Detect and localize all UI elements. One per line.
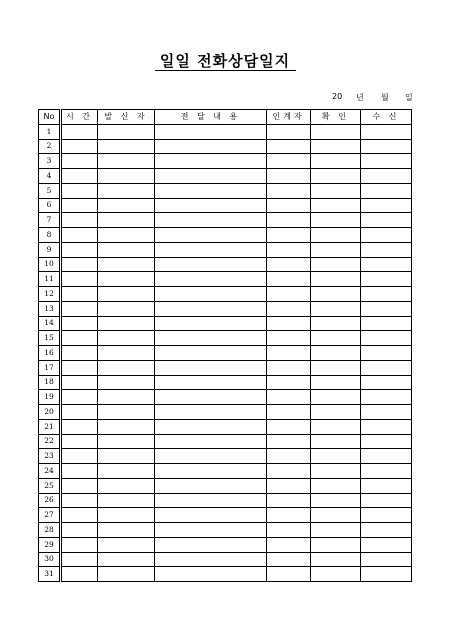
time-cell[interactable] [61,523,98,538]
table-row [39,169,412,184]
table-row [39,124,412,139]
message-cell[interactable] [155,419,267,434]
row-number: 2 [39,139,61,154]
log-body [39,124,412,581]
table-row [39,139,412,154]
date-day-label: 일 [405,93,413,102]
row-number: 29 [39,537,61,552]
recipient-cell[interactable] [361,478,412,493]
caller-cell[interactable] [98,478,155,493]
date-year-prefix: 20 [332,92,343,101]
handover-cell[interactable] [267,124,311,139]
recipient-cell[interactable] [361,375,412,390]
confirm-cell[interactable] [311,537,361,552]
time-cell[interactable] [61,508,98,523]
table-row [39,272,412,287]
message-cell[interactable] [155,552,267,567]
message-cell[interactable] [155,360,267,375]
message-cell[interactable] [155,331,267,346]
row-number: 30 [39,552,61,567]
recipient-cell[interactable] [361,154,412,169]
message-cell[interactable] [155,405,267,420]
time-cell[interactable] [61,198,98,213]
confirm-cell[interactable] [311,478,361,493]
confirm-cell[interactable] [311,567,361,582]
handover-cell[interactable] [267,405,311,420]
caller-cell[interactable] [98,124,155,139]
column-header-caller: 발 신 자 [98,110,155,125]
caller-cell[interactable] [98,169,155,184]
time-cell[interactable] [61,375,98,390]
table-row [39,228,412,243]
table-row [39,360,412,375]
handover-cell[interactable] [267,169,311,184]
table-row [39,552,412,567]
message-cell[interactable] [155,154,267,169]
recipient-cell[interactable] [361,124,412,139]
message-cell[interactable] [155,287,267,302]
confirm-cell[interactable] [311,183,361,198]
time-cell[interactable] [61,316,98,331]
title-underline [155,70,296,71]
time-cell[interactable] [61,552,98,567]
recipient-cell[interactable] [361,213,412,228]
message-cell[interactable] [155,124,267,139]
handover-cell[interactable] [267,464,311,479]
time-cell[interactable] [61,242,98,257]
message-cell[interactable] [155,316,267,331]
call-log-table [38,109,412,582]
message-cell[interactable] [155,169,267,184]
row-number: 6 [39,198,61,213]
caller-cell[interactable] [98,331,155,346]
message-cell[interactable] [155,390,267,405]
handover-cell[interactable] [267,449,311,464]
confirm-cell[interactable] [311,154,361,169]
recipient-cell[interactable] [361,272,412,287]
row-number: 5 [39,183,61,198]
time-cell[interactable] [61,405,98,420]
message-cell[interactable] [155,434,267,449]
caller-cell[interactable] [98,154,155,169]
handover-cell[interactable] [267,346,311,361]
message-cell[interactable] [155,257,267,272]
recipient-cell[interactable] [361,316,412,331]
confirm-cell[interactable] [311,139,361,154]
table-row [39,257,412,272]
caller-cell[interactable] [98,375,155,390]
confirm-cell[interactable] [311,316,361,331]
column-header-message: 전 달 내 용 [155,110,267,125]
caller-cell[interactable] [98,198,155,213]
table-row [39,301,412,316]
row-number: 15 [39,331,61,346]
recipient-cell[interactable] [361,183,412,198]
table-row [39,523,412,538]
time-cell[interactable] [61,346,98,361]
confirm-cell[interactable] [311,124,361,139]
caller-cell[interactable] [98,567,155,582]
handover-cell[interactable] [267,552,311,567]
caller-cell[interactable] [98,272,155,287]
row-number: 31 [39,567,61,582]
recipient-cell[interactable] [361,464,412,479]
recipient-cell[interactable] [361,523,412,538]
confirm-cell[interactable] [311,346,361,361]
handover-cell[interactable] [267,183,311,198]
time-cell[interactable] [61,493,98,508]
message-cell[interactable] [155,508,267,523]
table-row [39,434,412,449]
recipient-cell[interactable] [361,287,412,302]
table-row [39,405,412,420]
recipient-cell[interactable] [361,301,412,316]
time-cell[interactable] [61,257,98,272]
row-number: 7 [39,213,61,228]
confirm-cell[interactable] [311,213,361,228]
caller-cell[interactable] [98,552,155,567]
row-number: 24 [39,464,61,479]
caller-cell[interactable] [98,537,155,552]
handover-cell[interactable] [267,228,311,243]
handover-cell[interactable] [267,390,311,405]
time-cell[interactable] [61,567,98,582]
caller-cell[interactable] [98,464,155,479]
time-cell[interactable] [61,287,98,302]
message-cell[interactable] [155,272,267,287]
table-row [39,493,412,508]
recipient-cell[interactable] [361,331,412,346]
confirm-cell[interactable] [311,272,361,287]
handover-cell[interactable] [267,287,311,302]
column-header-confirm: 확 인 [311,110,361,125]
time-cell[interactable] [61,537,98,552]
recipient-cell[interactable] [361,390,412,405]
message-cell[interactable] [155,198,267,213]
caller-cell[interactable] [98,434,155,449]
row-number: 11 [39,272,61,287]
handover-cell[interactable] [267,434,311,449]
recipient-cell[interactable] [361,419,412,434]
caller-cell[interactable] [98,183,155,198]
table-row [39,316,412,331]
recipient-cell[interactable] [361,405,412,420]
recipient-cell[interactable] [361,493,412,508]
time-cell[interactable] [61,390,98,405]
row-number: 20 [39,405,61,420]
message-cell[interactable] [155,139,267,154]
confirm-cell[interactable] [311,360,361,375]
confirm-cell[interactable] [311,419,361,434]
message-cell[interactable] [155,464,267,479]
handover-cell[interactable] [267,331,311,346]
handover-cell[interactable] [267,360,311,375]
time-cell[interactable] [61,139,98,154]
recipient-cell[interactable] [361,552,412,567]
time-cell[interactable] [61,360,98,375]
confirm-cell[interactable] [311,464,361,479]
row-number: 21 [39,419,61,434]
confirm-cell[interactable] [311,508,361,523]
table-row [39,508,412,523]
row-number: 18 [39,375,61,390]
caller-cell[interactable] [98,242,155,257]
caller-cell[interactable] [98,139,155,154]
time-cell[interactable] [61,434,98,449]
message-cell[interactable] [155,449,267,464]
handover-cell[interactable] [267,272,311,287]
handover-cell[interactable] [267,257,311,272]
handover-cell[interactable] [267,537,311,552]
caller-cell[interactable] [98,360,155,375]
message-cell[interactable] [155,493,267,508]
caller-cell[interactable] [98,257,155,272]
message-cell[interactable] [155,213,267,228]
message-cell[interactable] [155,567,267,582]
recipient-cell[interactable] [361,169,412,184]
table-row [39,346,412,361]
row-number: 28 [39,523,61,538]
caller-cell[interactable] [98,419,155,434]
table-row [39,449,412,464]
caller-cell[interactable] [98,390,155,405]
handover-cell[interactable] [267,375,311,390]
row-number: 17 [39,360,61,375]
table-row [39,567,412,582]
row-number: 22 [39,434,61,449]
caller-cell[interactable] [98,316,155,331]
confirm-cell[interactable] [311,242,361,257]
row-number: 3 [39,154,61,169]
date-line [320,92,414,104]
table-row [39,390,412,405]
row-number: 13 [39,301,61,316]
caller-cell[interactable] [98,405,155,420]
handover-cell[interactable] [267,316,311,331]
row-number: 19 [39,390,61,405]
recipient-cell[interactable] [361,360,412,375]
confirm-cell[interactable] [311,434,361,449]
handover-cell[interactable] [267,478,311,493]
message-cell[interactable] [155,301,267,316]
caller-cell[interactable] [98,301,155,316]
message-cell[interactable] [155,375,267,390]
date-year-label: 년 [356,93,364,102]
handover-cell[interactable] [267,198,311,213]
message-cell[interactable] [155,346,267,361]
header-row [39,110,412,125]
row-number: 26 [39,493,61,508]
confirm-cell[interactable] [311,390,361,405]
table-row [39,287,412,302]
handover-cell[interactable] [267,139,311,154]
date-month-label: 월 [381,93,389,102]
message-cell[interactable] [155,478,267,493]
column-header-handover: 인계자 [267,110,311,125]
recipient-cell[interactable] [361,537,412,552]
time-cell[interactable] [61,478,98,493]
confirm-cell[interactable] [311,228,361,243]
time-cell[interactable] [61,124,98,139]
time-cell[interactable] [61,331,98,346]
table-row [39,213,412,228]
confirm-cell[interactable] [311,375,361,390]
confirm-cell[interactable] [311,552,361,567]
column-header-no: No [39,110,61,125]
column-header-time: 시 간 [61,110,98,125]
handover-cell[interactable] [267,419,311,434]
recipient-cell[interactable] [361,346,412,361]
table-row [39,331,412,346]
confirm-cell[interactable] [311,287,361,302]
caller-cell[interactable] [98,228,155,243]
handover-cell[interactable] [267,301,311,316]
confirm-cell[interactable] [311,257,361,272]
caller-cell[interactable] [98,346,155,361]
table-row [39,375,412,390]
table-row [39,537,412,552]
column-header-recipient: 수 신 [361,110,412,125]
table-row [39,154,412,169]
table-row [39,464,412,479]
confirm-cell[interactable] [311,301,361,316]
handover-cell[interactable] [267,213,311,228]
confirm-cell[interactable] [311,405,361,420]
recipient-cell[interactable] [361,198,412,213]
time-cell[interactable] [61,301,98,316]
confirm-cell[interactable] [311,198,361,213]
time-cell[interactable] [61,169,98,184]
row-number: 10 [39,257,61,272]
handover-cell[interactable] [267,242,311,257]
confirm-cell[interactable] [311,493,361,508]
caller-cell[interactable] [98,523,155,538]
row-number: 1 [39,124,61,139]
row-number: 14 [39,316,61,331]
handover-cell[interactable] [267,508,311,523]
caller-cell[interactable] [98,287,155,302]
time-cell[interactable] [61,183,98,198]
recipient-cell[interactable] [361,242,412,257]
message-cell[interactable] [155,228,267,243]
handover-cell[interactable] [267,523,311,538]
recipient-cell[interactable] [361,139,412,154]
row-number: 4 [39,169,61,184]
form-title: 일일 전화상담일지 [159,52,291,70]
recipient-cell[interactable] [361,449,412,464]
handover-cell[interactable] [267,493,311,508]
message-cell[interactable] [155,537,267,552]
confirm-cell[interactable] [311,331,361,346]
recipient-cell[interactable] [361,257,412,272]
row-number: 23 [39,449,61,464]
recipient-cell[interactable] [361,434,412,449]
row-number: 8 [39,228,61,243]
recipient-cell[interactable] [361,567,412,582]
time-cell[interactable] [61,213,98,228]
caller-cell[interactable] [98,449,155,464]
message-cell[interactable] [155,523,267,538]
confirm-cell[interactable] [311,449,361,464]
caller-cell[interactable] [98,493,155,508]
table-row [39,198,412,213]
handover-cell[interactable] [267,567,311,582]
row-number: 16 [39,346,61,361]
time-cell[interactable] [61,154,98,169]
row-number: 12 [39,287,61,302]
time-cell[interactable] [61,419,98,434]
confirm-cell[interactable] [311,169,361,184]
caller-cell[interactable] [98,213,155,228]
handover-cell[interactable] [267,154,311,169]
table-row [39,478,412,493]
row-number: 25 [39,478,61,493]
message-cell[interactable] [155,183,267,198]
recipient-cell[interactable] [361,228,412,243]
time-cell[interactable] [61,449,98,464]
time-cell[interactable] [61,228,98,243]
confirm-cell[interactable] [311,523,361,538]
caller-cell[interactable] [98,508,155,523]
message-cell[interactable] [155,242,267,257]
time-cell[interactable] [61,464,98,479]
table-row [39,183,412,198]
table-row [39,419,412,434]
time-cell[interactable] [61,272,98,287]
table-row [39,242,412,257]
recipient-cell[interactable] [361,508,412,523]
row-number: 9 [39,242,61,257]
row-number: 27 [39,508,61,523]
